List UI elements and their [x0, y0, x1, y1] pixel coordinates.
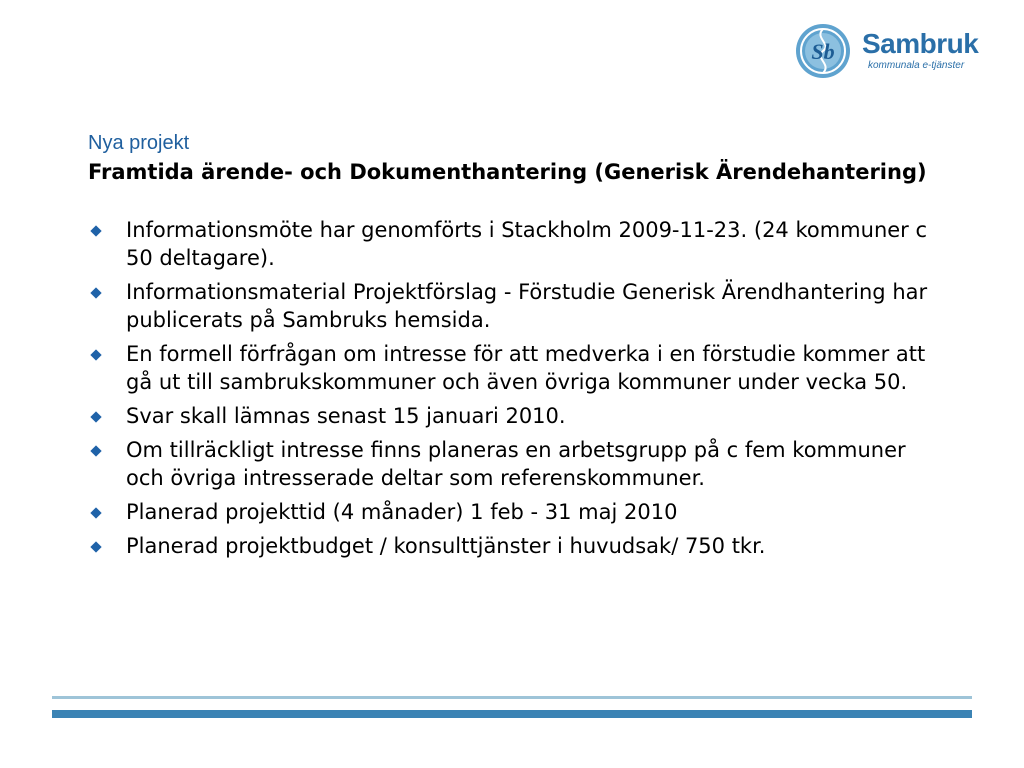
bullet-item [88, 436, 948, 492]
bullet-text: Informationsmöte har genomförts i Stackholm 2009-11-23. (24 kommuner c 50 deltagare). [126, 218, 928, 270]
logo-name: Sambruk [862, 28, 979, 59]
bullet-item [88, 278, 948, 334]
logo-mark-text: Sb [811, 39, 835, 64]
bullet-text: Planerad projektbudget / konsulttjänster i huvudsak/ 750 tkr. [126, 534, 766, 558]
sambruk-logo [794, 20, 984, 82]
diamond-bullet-icon [90, 225, 101, 236]
bullet-item [88, 340, 948, 396]
bullet-text: En formell förfrågan om intresse för att medverka i en förstudie kommer att gå ut till sambrukskommuner och även övriga kommuner under vecka 50. [126, 342, 926, 394]
diamond-bullet-icon [90, 445, 101, 456]
bullet-item [88, 532, 948, 560]
slide-heading: Framtida ärende- och Dokumenthantering (Generisk Ärendehantering) [88, 160, 927, 184]
diamond-bullet-icon [90, 411, 101, 422]
diamond-bullet-icon [90, 507, 101, 518]
bullet-text: Svar skall lämnas senast 15 januari 2010. [126, 404, 566, 428]
diamond-bullet-icon [90, 541, 101, 552]
slide-subtitle: Nya projekt [88, 132, 190, 154]
diamond-bullet-icon [90, 349, 101, 360]
bullet-text: Informationsmaterial Projektförslag - Förstudie Generisk Ärendhantering har publicerats på Sambruks hemsida. [126, 280, 928, 332]
sambruk-logo-icon [794, 22, 852, 80]
bullet-item [88, 498, 948, 526]
bullet-text: Om tillräckligt intresse finns planeras en arbetsgrupp på c fem kommuner och övriga intresserade deltar som referenskommuner. [126, 438, 906, 490]
bullet-item [88, 216, 948, 272]
bullet-list [88, 216, 948, 566]
bullet-text: Planerad projekttid (4 månader) 1 feb - 31 maj 2010 [126, 500, 678, 524]
logo-tagline: kommunala e-tjänster [868, 60, 965, 71]
footer-divider-thick [52, 710, 972, 718]
diamond-bullet-icon [90, 287, 101, 298]
bullet-item [88, 402, 948, 430]
footer-divider-thin [52, 696, 972, 699]
